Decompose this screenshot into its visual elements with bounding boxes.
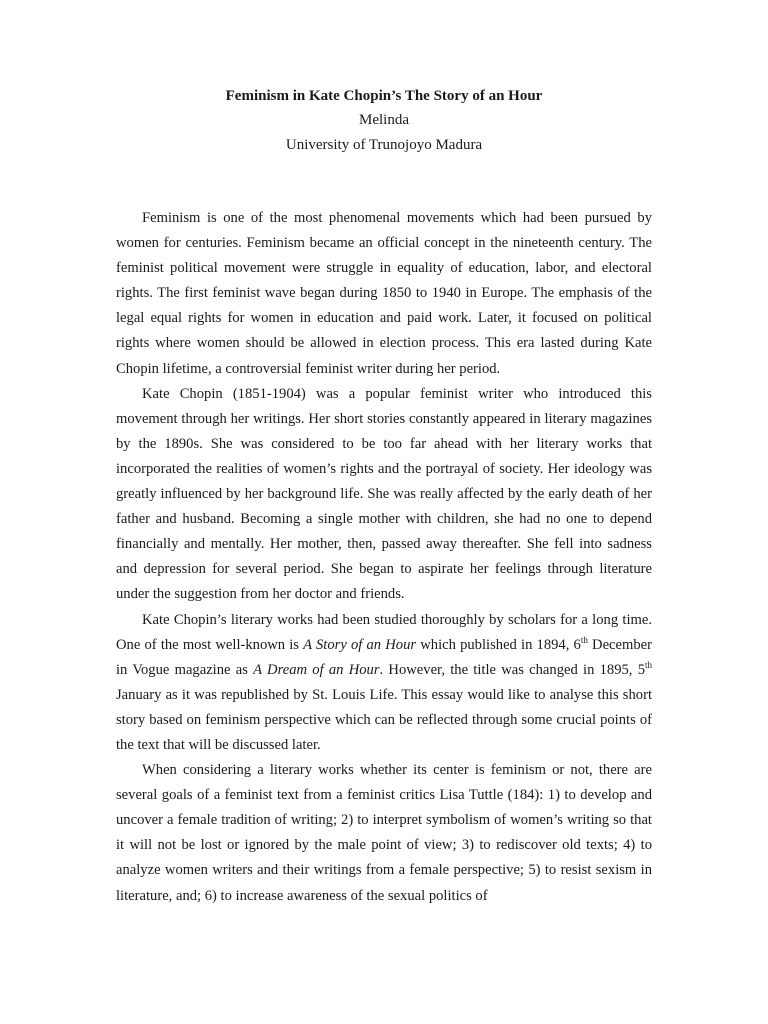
document-title: Feminism in Kate Chopin’s The Story of an Hour: [225, 88, 543, 104]
paragraph-2: Kate Chopin (1851-1904) was a popular feminist writer who introduced this movement through her writings. Her short stories constantly appeared in literary magazines by the 1890s. She was considered to be too far ahead with her literary works that incorporated the realities of women’s rights and the portrayal of society. Her ideology was greatly influenced by her background life. She was really affected by the early death of her father and husband. Becoming a single mother with children, she had no one to depend financially and mentally. Her mother, then, passed away thereafter. She fell into sadness and depression for several period. She began to aspirate her feelings through literature under the suggestion from her doctor and friends.: [116, 385, 652, 603]
author-affiliation: University of Trunojoyo Madura: [285, 137, 483, 153]
paragraph-3-text-4: . However, the title was changed in 1895, 5: [379, 661, 645, 678]
paragraph-4: When considering a literary works whether its center is feminism or not, there are several goals of a feminist text from a feminist critics Lisa Tuttle (184): 1) to develop and uncover a female tradition of writing; 2) to interpret symbolism of women’s writing so that it will not be lost or ignored by the male point of view; 3) to rediscover old texts; 4) to analyze women writers and their writings from a female perspective; 5) to resist sexism in literature, and; 6) to increase awareness of the sexual politics of: [116, 762, 652, 904]
paragraph-3-text-1: Kate Chopin’s literary works had been studied thoroughly by scholars for a long time. One of the most well-known is: [116, 611, 652, 653]
paragraph-3-text-2: which published in 1894, 6: [416, 636, 581, 653]
author-name: Melinda: [359, 112, 409, 128]
document-page: [116, 84, 652, 909]
original-title-italic: A Dream of an Hour: [253, 661, 380, 678]
paragraph-3-text-5: January as it was republished by St. Louis Life. This essay would like to analyse this short story based on feminism perspective which can be reflected through some crucial points of the text that will be discussed later.: [116, 686, 652, 753]
ordinal-suffix-2: th: [645, 659, 653, 670]
paragraph-3-text-3: December in Vogue magazine as: [116, 636, 652, 678]
document-body: [116, 206, 652, 909]
paragraph-1: Feminism is one of the most phenomenal movements which had been pursued by women for centuries. Feminism became an official concept in the nineteenth century. The feminist political movement were struggle in equality of education, labor, and electoral rights. The first feminist wave began during 1850 to 1940 in Europe. The emphasis of the legal equal rights for women in education and paid work. Later, it focused on political rights where women should be allowed in election process. This era lasted during Kate Chopin lifetime, a controversial feminist writer during her period.: [116, 210, 652, 377]
ordinal-suffix-1: th: [580, 634, 588, 645]
paragraph-3: [116, 608, 652, 759]
story-title-italic: A Story of an Hour: [303, 636, 417, 653]
